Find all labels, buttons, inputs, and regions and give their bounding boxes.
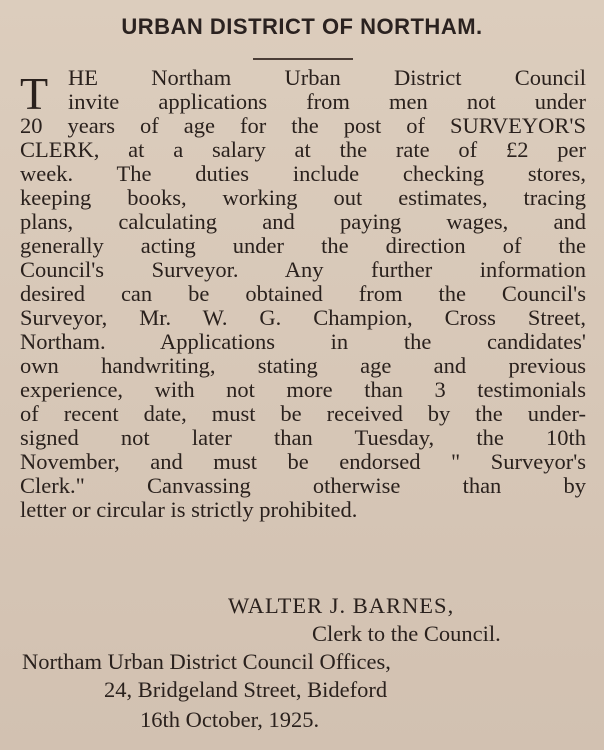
body-line: invite applications from men not under <box>68 89 586 114</box>
office-address: 24, Bridgeland Street, Bideford <box>104 677 388 702</box>
drop-cap: T <box>20 68 49 119</box>
body-line: signed not later than Tuesday, the 10th <box>20 425 586 450</box>
body-line: plans, calculating and paying wages, and <box>20 209 586 234</box>
body-line: generally acting under the direction of the <box>20 233 586 258</box>
office-name: Northam Urban District Council Offices, <box>22 649 391 674</box>
body-line: November, and must be endorsed " Surveyor's <box>20 449 586 474</box>
body-line: Clerk." Canvassing otherwise than by <box>20 473 586 498</box>
notice-date: 16th October, 1925. <box>140 707 320 732</box>
body-line: experience, with not more than 3 testimonials <box>20 377 586 402</box>
body-line: Council's Surveyor. Any further information <box>20 257 586 282</box>
body-line: Surveyor, Mr. W. G. Champion, Cross Street, <box>20 305 586 330</box>
notice-heading: URBAN DISTRICT OF NORTHAM. <box>121 14 483 39</box>
heading-divider <box>253 58 353 60</box>
body-line: of recent date, must be received by the under- <box>20 401 586 426</box>
notice-body <box>20 66 586 522</box>
body-line: Northam. Applications in the candidates' <box>20 329 586 354</box>
body-line: week. The duties include checking stores, <box>20 161 586 186</box>
body-line: CLERK, at a salary at the rate of £2 per <box>20 137 586 162</box>
signatory-title: Clerk to the Council. <box>312 621 501 646</box>
body-line: letter or circular is strictly prohibited. <box>20 497 358 522</box>
body-line: keeping books, working out estimates, tracing <box>20 185 586 210</box>
body-line: own handwriting, stating age and previous <box>20 353 586 378</box>
body-line: 20 years of age for the post of SURVEYOR'S <box>20 113 586 138</box>
body-line: desired can be obtained from the Council's <box>20 281 586 306</box>
body-line: HE Northam Urban District Council <box>68 65 586 90</box>
signatory-name: WALTER J. BARNES, <box>228 593 455 618</box>
